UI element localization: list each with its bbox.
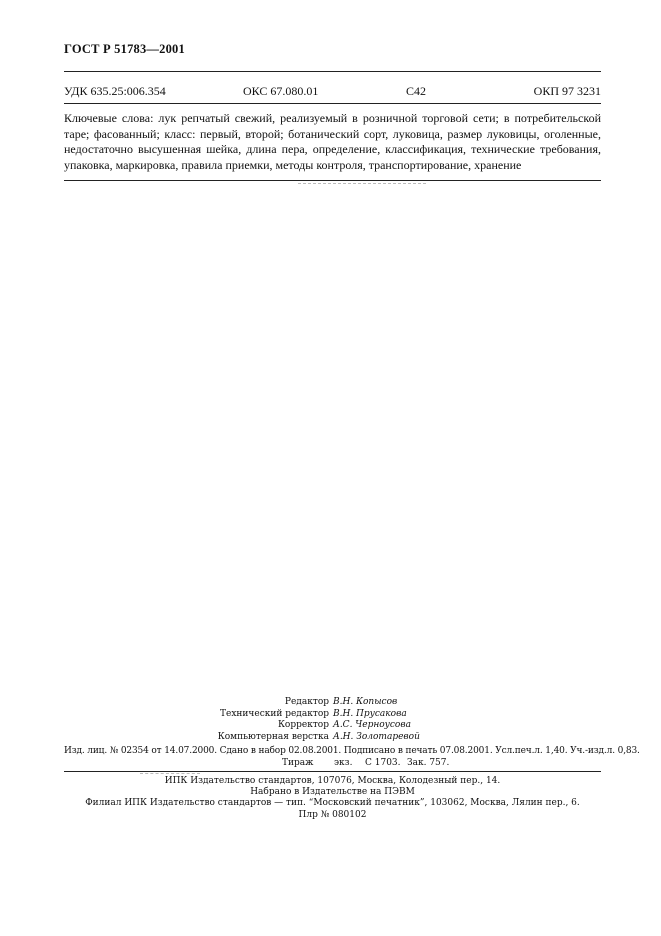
circulation-line [64, 757, 601, 769]
publication-details [64, 745, 640, 769]
copies-label: экз. [334, 758, 353, 768]
document-header-title: ГОСТ Р 51783—2001 [64, 42, 185, 56]
publication-line: Изд. лиц. № 02354 от 14.07.2000. Сдано в набор 02.08.2001. Подписано в печать 07.08.2001. Усл.печ.л. 1,40. Уч.-изд.л. 0,83. [64, 746, 640, 756]
credit-role: Компьютерная верстка [217, 731, 329, 742]
credit-row-editor [0, 697, 661, 709]
credit-person: А.С. Черноусова [333, 720, 411, 731]
faint-scan-mark [298, 183, 426, 184]
credit-person: В.Н. Прусакова [333, 708, 407, 719]
order-number: Зак. 757. [407, 758, 450, 768]
print-code: С 1703. [365, 758, 401, 768]
category-code: С42 [406, 84, 427, 98]
keywords-top-divider [64, 103, 601, 104]
credit-row-technical-editor [0, 709, 661, 721]
printer-line: Набрано в Издательстве на ПЭВМ [250, 787, 415, 798]
credit-person: В.Н. Копысов [333, 697, 398, 707]
printer-line: Филиал ИПК Издательство стандартов — тип. “Московский печатник”, 103062, Москва, Лялин пер., 6. [85, 798, 580, 809]
credit-role: Технический редактор [220, 708, 329, 719]
circulation-label: Тираж [282, 758, 314, 768]
printer-imprint [64, 776, 601, 821]
credit-person: А.Н. Золотаревой [333, 731, 420, 742]
printer-line: ИПК Издательство стандартов, 107076, Москва, Колодезный пер., 14. [164, 776, 501, 786]
license-line: Плр № 080102 [298, 809, 367, 820]
credit-row-proofreader [0, 720, 661, 732]
keywords-bottom-divider [64, 180, 601, 181]
credit-role: Корректор [277, 720, 329, 731]
printer-divider [64, 771, 601, 772]
udk-code: УДК 635.25:006.354 [64, 84, 166, 98]
top-divider [64, 71, 601, 72]
oks-code: ОКС 67.080.01 [243, 84, 319, 98]
okp-code: ОКП 97 3231 [533, 84, 601, 98]
credit-row-layout [0, 732, 661, 744]
faint-scan-mark [140, 773, 200, 774]
credit-role: Редактор [284, 697, 329, 707]
keywords-paragraph: Ключевые слова: лук репчатый свежий, реализуемый в розничной торговой сети; в потребительской таре; фасованный; класс: первый, второй; ботанический сорт, луковица, размер луковицы, оголенные, недостаточно высушенная шейка, длина пера, определение, классификация, технические требования, упаковка, маркировка, правила приемки, методы контроля, транспортирование, хранение [64, 111, 601, 172]
editorial-credits [0, 697, 661, 743]
